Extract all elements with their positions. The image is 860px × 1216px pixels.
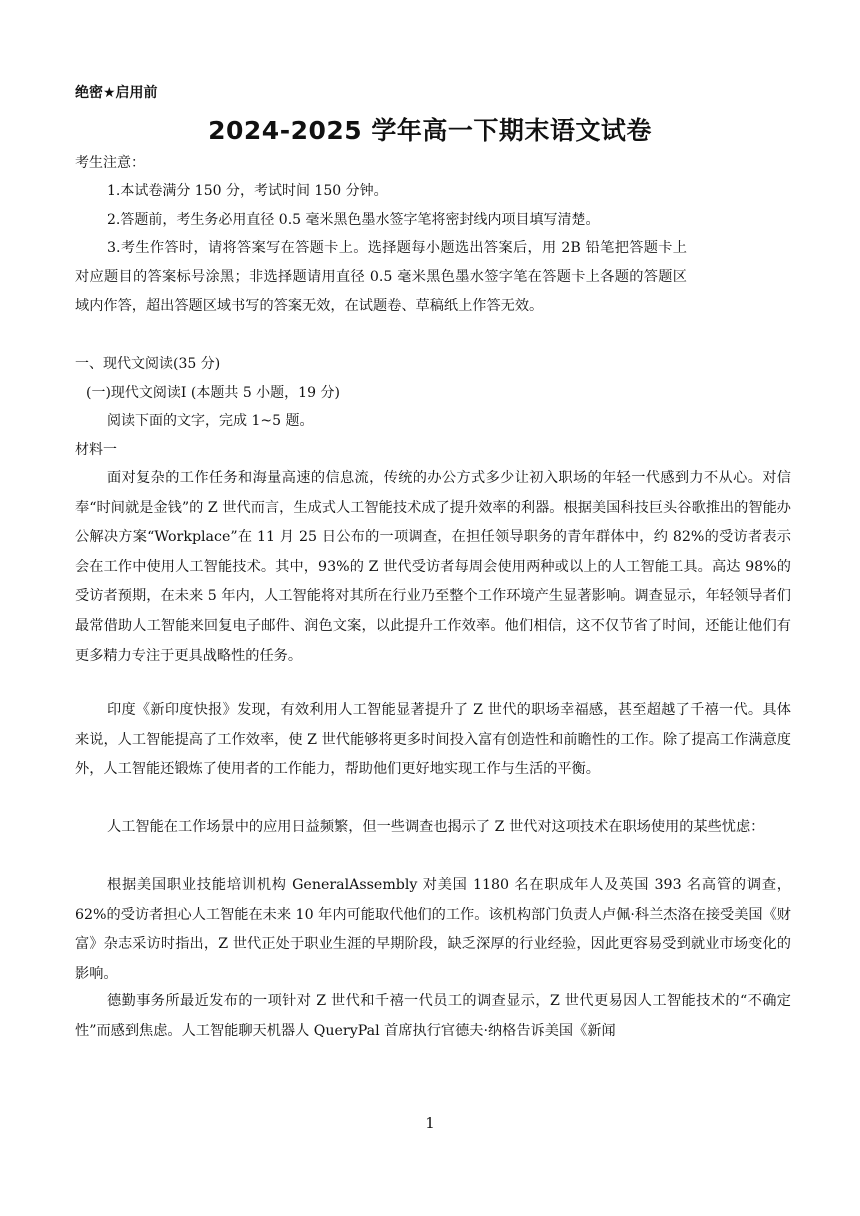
paragraph-4: 根据美国职业技能培训机构 GeneralAssembly 对美国 1180 名在职成年人及英国 393 名高管的调查，62%的受访者担心人工智能在未来 10 年内可能取代他们的工作。该机构部门负责人卢佩·科兰杰洛在接受美国《财富》杂志采访时指出，Z 世代正处于职业生涯的早期阶段，缺乏深厚的行业经验，因此更容易受到就业市场变化的影响。 [75,877,791,982]
material-label: 材料一 [75,442,117,458]
secret-mark: 绝密★启用前 [75,85,158,101]
paragraph-1: 面对复杂的工作任务和海量高速的信息流，传统的办公方式多少让初入职场的年轻一代感到力不从心。对信奉“时间就是金钱”的 Z 世代而言，生成式人工智能技术成了提升效率的利器。根据美国科技巨头谷歌推出的智能办公解决方案“Workplace”在 11 月 25 日公布的一项调查，在担任领导职务的青年群体中，约 82%的受访者表示会在工作中使用人工智能技术。其中，93%的 Z 世代受访者每周会使用两种或以上的人工智能工具。高达 98%的受访者预期，在未来 5 年内，人工智能将对其所在行业乃至整个工作环境产生显著影响。调查显示，年轻领导者们最常借助人工智能来回复电子邮件、润色文案，以此提升工作效率。他们相信，这不仅节省了时间，还能让他们有更多精力专注于更具战略性的任务。 [75,470,791,664]
notice-item-2: 2.答题前，考生务必用直径 0.5 毫米黑色墨水签字笔将密封线内项目填写清楚。 [107,212,600,228]
paragraph-5: 德勤事务所最近发布的一项针对 Z 世代和千禧一代员工的调查显示，Z 世代更易因人工智能技术的“不确定性”而感到焦虑。人工智能聊天机器人 QueryPal 首席执行官德夫·纳格告诉美国《新闻 [75,993,791,1039]
section-instruction: 阅读下面的文字，完成 1~5 题。 [107,413,314,429]
page-title: 2024-2025 学年高一下期末语文试卷 [208,116,652,145]
notice-heading: 考生注意： [75,155,145,171]
notice-item-1: 1.本试卷满分 150 分，考试时间 150 分钟。 [107,183,388,199]
section-heading: 一、现代文阅读(35 分) [75,356,221,372]
paragraph-3: 人工智能在工作场景中的应用日益频繁，但一些调查也揭示了 Z 世代对这项技术在职场使用的某些忧虑： [107,819,765,835]
notice-item-3: 3.考生作答时，请将答案写在答题卡上。选择题每小题选出答案后，用 2B 铅笔把答题卡上对应题目的答案标号涂黑；非选择题请用直径 0.5 毫米黑色墨水签字笔在答题卡上各题的答题区域内作答，超出答题区域书写的答案无效，在试题卷、草稿纸上作答无效。 [75,240,687,314]
paragraph-2: 印度《新印度快报》发现，有效利用人工智能显著提升了 Z 世代的职场幸福感，甚至超越了千禧一代。具体来说，人工智能提高了工作效率，使 Z 世代能够将更多时间投入富有创造性和前瞻性的工作。除了提高工作满意度外，人工智能还锻炼了使用者的工作能力，帮助他们更好地实现工作与生活的平衡。 [75,702,791,778]
page-number: 1 [425,1114,435,1132]
section-subheading: (一)现代文阅读Ⅰ (本题共 5 小题，19 分) [86,385,340,401]
